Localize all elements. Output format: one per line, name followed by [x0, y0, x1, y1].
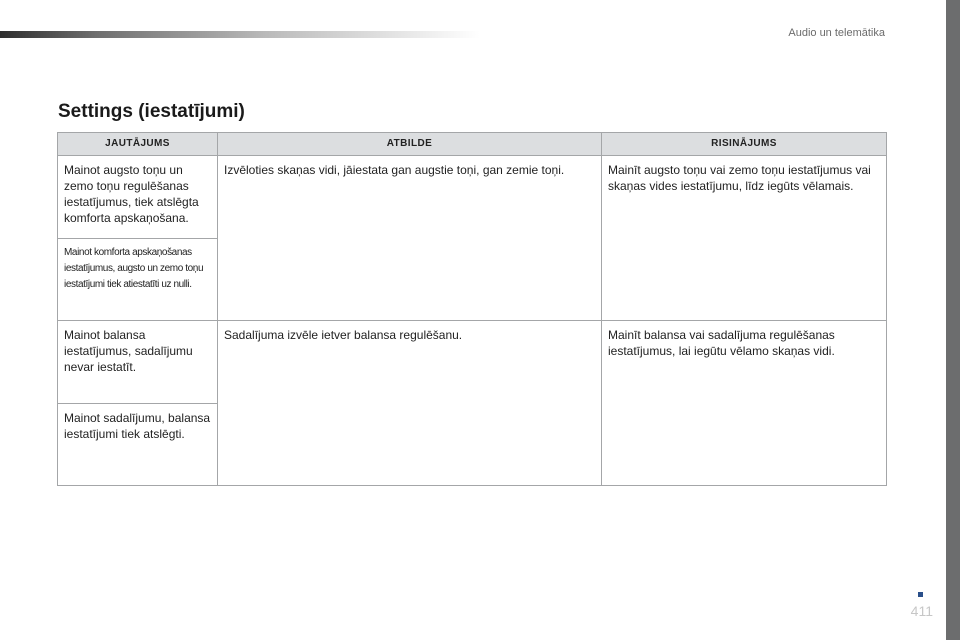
question-cell: Mainot komforta apskaņošanas iestatījumus, augsto un zemo toņu iestatījumi tiek atiestatīti uz nulli.: [58, 239, 218, 321]
page-marker-icon: [918, 592, 923, 597]
question-cell: Mainot augsto toņu un zemo toņu regulēšanas iestatījumus, tiek atslēgta komforta apskaņošana.: [58, 156, 218, 239]
solution-cell: Mainīt augsto toņu vai zemo toņu iestatījumus vai skaņas vides iestatījumu, līdz iegūts vēlamais.: [602, 156, 887, 321]
section-label: Audio un telemātika: [788, 27, 885, 39]
table-row: [58, 156, 887, 239]
column-header-question: JAUTĀJUMS: [58, 133, 218, 156]
solution-cell: Mainīt balansa vai sadalījuma regulēšanas iestatījumus, lai iegūtu vēlamo skaņas vidi.: [602, 321, 887, 486]
header-gradient-bar: [0, 31, 480, 38]
answer-cell: Sadalījuma izvēle ietver balansa regulēšanu.: [218, 321, 602, 486]
answer-cell: Izvēloties skaņas vidi, jāiestata gan augstie toņi, gan zemie toņi.: [218, 156, 602, 321]
question-cell: Mainot balansa iestatījumus, sadalījumu nevar iestatīt.: [58, 321, 218, 404]
table-row: [58, 321, 887, 404]
question-cell: Mainot sadalījumu, balansa iestatījumi tiek atslēgti.: [58, 404, 218, 486]
page-title: Settings (iestatījumi): [58, 101, 245, 122]
side-tab-bar: [946, 0, 960, 640]
table-header-row: [58, 133, 887, 156]
page-number: 411: [910, 603, 933, 619]
column-header-solution: RISINĀJUMS: [602, 133, 887, 156]
column-header-answer: ATBILDE: [218, 133, 602, 156]
troubleshooting-table: [57, 132, 887, 486]
